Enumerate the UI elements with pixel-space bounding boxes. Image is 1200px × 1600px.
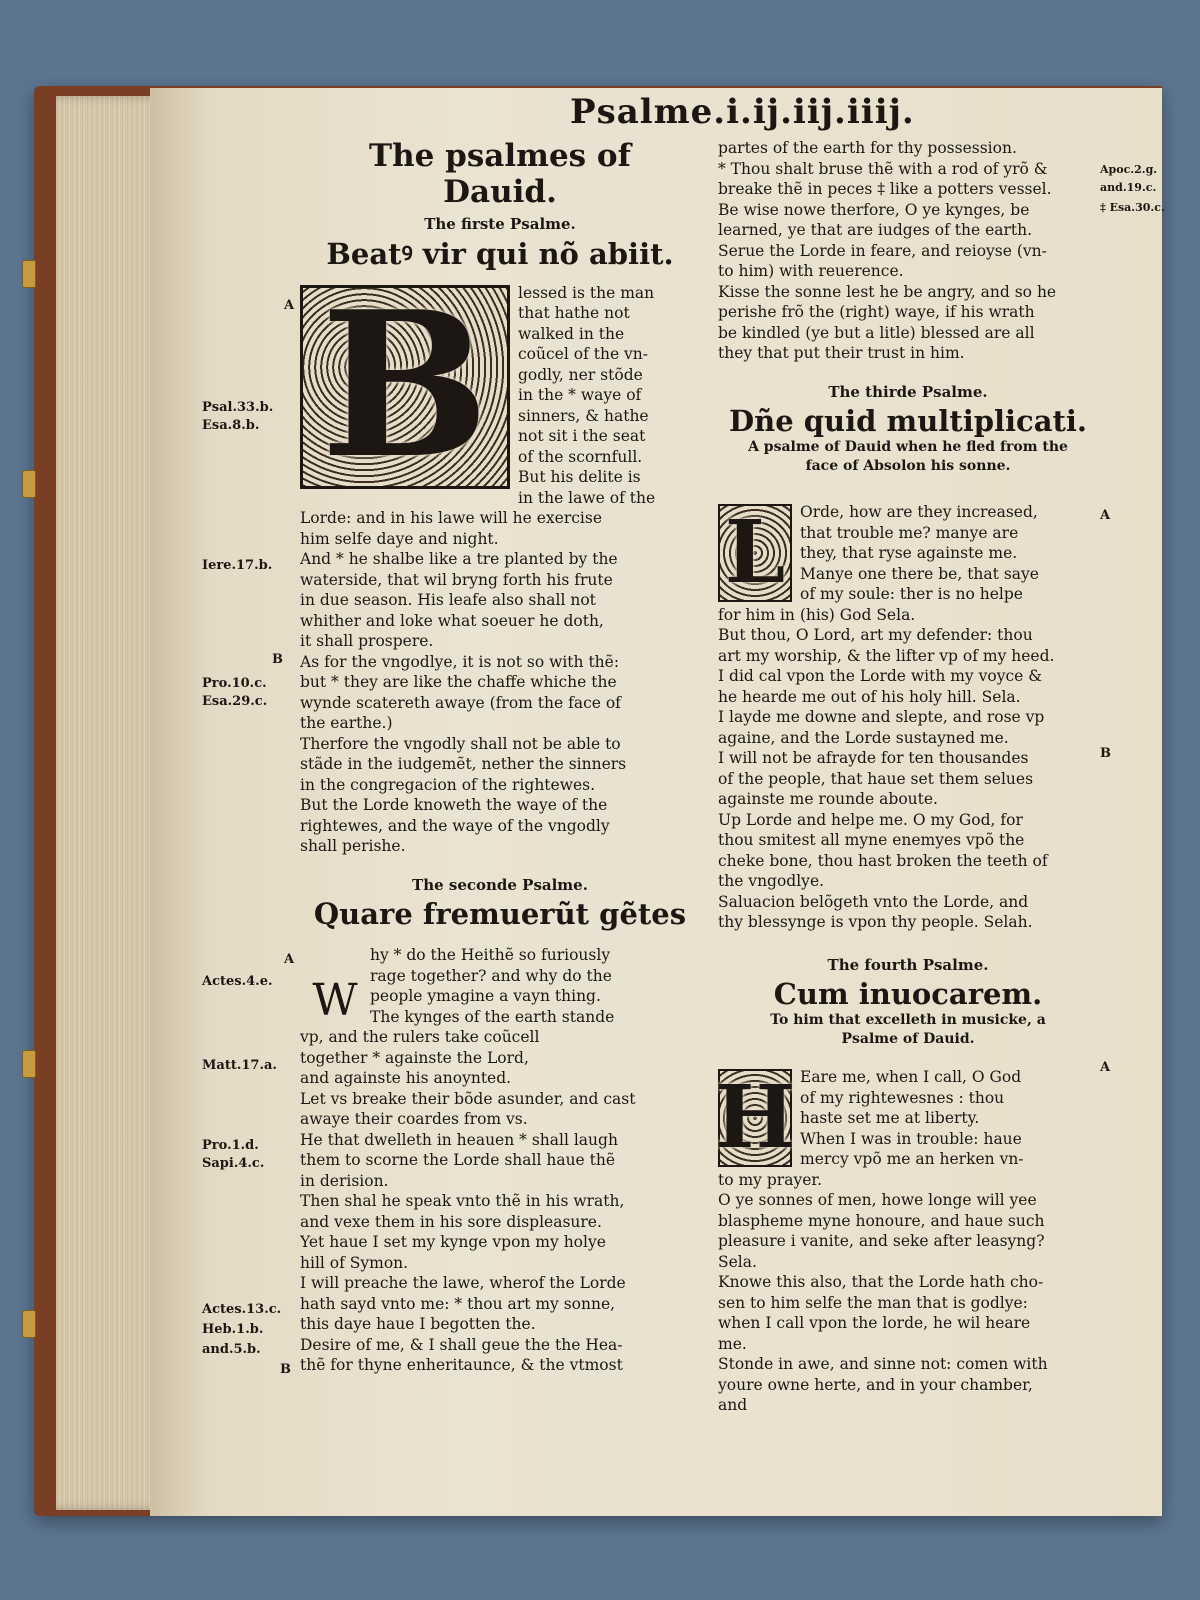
text-line: awaye their coardes from vs.	[300, 1110, 528, 1128]
text-line: godly, ner stõde	[518, 365, 643, 384]
text-line: The kynges of the earth stande	[370, 1007, 615, 1026]
initial-letter: W	[312, 975, 358, 1026]
text-line: partes of the earth for thy possession.	[718, 139, 1017, 157]
text-line: mercy vpõ me an herken vn-	[800, 1150, 1024, 1168]
text-line: againe, and the Lorde sustayned me.	[718, 728, 1009, 747]
margin-note: Actes.4.e.	[202, 974, 273, 989]
margin-note: Iere.17.b.	[202, 558, 273, 573]
psalm-incipit: Cum inuocarem.	[773, 977, 1043, 1011]
book-title: The psalmes of Dauid.	[369, 138, 631, 210]
text-line: I will not be afrayde for ten thousandes	[718, 749, 1029, 767]
psalm-incipit: Dñe quid multiplicati.	[729, 404, 1087, 438]
text-line: wynde scatereth awaye (from the face of	[300, 693, 621, 712]
text-line: they that put their trust in him.	[718, 344, 965, 362]
text-line: and againste his anoynted.	[300, 1069, 512, 1087]
margin-note: Pro.10.c.	[202, 676, 267, 691]
text-line: I did cal vpon the Lorde with my voyce &	[718, 667, 1043, 685]
text-line: he hearde me out of his holy hill. Sela.	[718, 687, 1021, 706]
text-line: in the lawe of the	[518, 488, 656, 507]
text-line: be kindled (ye but a litle) blessed are all	[718, 323, 1035, 342]
text-line: blaspheme myne honoure, and haue such	[718, 1211, 1045, 1230]
left-column	[300, 138, 700, 1376]
text-line: in the congregacion of the rightewes.	[300, 775, 596, 794]
right-column	[714, 138, 1098, 1416]
text-line: this daye haue I begotten the.	[300, 1315, 536, 1333]
section-marker: A	[284, 952, 295, 967]
text-line: Stonde in awe, and sinne not: comen with	[718, 1355, 1048, 1373]
text-line: sinners, & hathe	[518, 406, 649, 425]
text-line: waterside, that wil bryng forth his frute	[300, 570, 613, 589]
text-line: Let vs breake their bõde asunder, and cast	[300, 1089, 636, 1108]
psalm-incipit: Beatꝰ vir qui nõ abiit.	[326, 236, 674, 271]
text-line: hath sayd vnto me: * thou art my sonne,	[300, 1294, 616, 1313]
text-line: But the Lorde knoweth the waye of the	[300, 796, 608, 814]
margin-note: ‡ Esa.30.c.	[1100, 201, 1165, 214]
text-line: breake thẽ in peces ‡ like a potters vessel.	[718, 180, 1052, 198]
text-line: of my rightewesnes : thou	[800, 1088, 1005, 1107]
text-line: and vexe them in his sore displeasure.	[300, 1212, 602, 1231]
psalm-label: The thirde Psalme.	[828, 382, 988, 401]
margin-note: Esa.29.c.	[202, 694, 268, 709]
text-line: Therfore the vngodly shall not be able to	[300, 734, 621, 753]
text-line: cheke bone, thou hast broken the teeth of	[718, 851, 1048, 870]
text-line: When I was in trouble: haue	[800, 1129, 1022, 1148]
decorated-initial: B	[300, 285, 510, 489]
margin-note: Matt.17.a.	[202, 1058, 277, 1073]
margin-note: and.19.c.	[1100, 181, 1157, 194]
text-line: Eare me, when I call, O God	[800, 1068, 1022, 1086]
text-line: in the * waye of	[518, 386, 642, 404]
text-line: vp, and the rulers take coũcell	[300, 1028, 540, 1046]
text-line: Saluacion belõgeth vnto the Lorde, and	[718, 892, 1029, 911]
text-line: to him) with reuerence.	[718, 262, 904, 280]
text-line: they, that ryse againste me.	[800, 544, 1018, 562]
text-line: sen to him selfe the man that is godlye:	[718, 1293, 1028, 1312]
text-line: the earthe.)	[300, 714, 393, 732]
text-line: thou smitest all myne enemyes vpõ the	[718, 831, 1025, 849]
text-line: of the scornfull.	[518, 447, 643, 466]
text-line: thẽ for thyne enheritaunce, & the vtmost	[300, 1356, 623, 1374]
text-line: and	[718, 1396, 748, 1414]
text-line: of the people, that haue set them selues	[718, 769, 1034, 788]
psalm3-text	[718, 625, 1098, 933]
text-line: the vngodlye.	[718, 872, 825, 890]
text-line: againste me rounde aboute.	[718, 790, 938, 808]
text-line: Orde, how are they increased,	[800, 503, 1038, 521]
clasp	[22, 470, 36, 498]
text-line: youre owne herte, and in your chamber,	[718, 1375, 1033, 1394]
text-line: whither and loke what soeuer he doth,	[300, 611, 604, 630]
text-line: that hathe not	[518, 304, 630, 322]
text-line: it shall prospere.	[300, 632, 434, 650]
margin-note: Sapi.4.c.	[202, 1156, 265, 1171]
section-marker: A	[1100, 508, 1111, 523]
text-line: hill of Symon.	[300, 1253, 409, 1272]
psalm-subtitle: To him that excelleth in musicke, a Psalme of Dauid.	[770, 1012, 1046, 1047]
text-line: rightewes, and the waye of the vngodly	[300, 816, 610, 835]
text-line: lessed is the man	[518, 283, 655, 302]
section-marker: B	[1100, 746, 1111, 761]
text-line: Lorde: and in his lawe will he exercise	[300, 509, 603, 527]
text-line: Yet haue I set my kynge vpon my holye	[300, 1233, 606, 1251]
section-marker: B	[280, 1362, 291, 1377]
clasp	[22, 1050, 36, 1078]
text-line: O ye sonnes of men, howe longe will yee	[718, 1191, 1037, 1209]
margin-note: Pro.1.d.	[202, 1138, 259, 1153]
text-line: Up Lorde and helpe me. O my God, for	[718, 810, 1023, 829]
text-line: rage together? and why do the	[370, 966, 612, 985]
text-line: not sit i the seat	[518, 427, 646, 445]
text-line: And * he shalbe like a tre planted by the	[300, 550, 618, 568]
text-line: perishe frõ the (right) waye, if his wrath	[718, 303, 1035, 321]
text-line: in due season. His leafe also shall not	[300, 591, 596, 609]
psalm1-text	[300, 508, 700, 857]
text-line: Serue the Lorde in feare, and reioyse (vn-	[718, 241, 1047, 260]
clasp	[22, 1310, 36, 1338]
margin-note: and.5.b.	[202, 1342, 261, 1357]
section-marker: A	[284, 298, 295, 313]
psalm-subtitle: A psalme of Dauid when he fled from the face of Absolon his sonne.	[748, 439, 1068, 474]
psalm4-text	[718, 1170, 1098, 1416]
margin-note: Apoc.2.g.	[1100, 163, 1158, 176]
text-line: Kisse the sonne lest he be angry, and so he	[718, 282, 1057, 301]
text-line: people ymagine a vayn thing.	[370, 987, 601, 1005]
text-line: for him in (his) God Sela.	[718, 605, 916, 624]
psalm-label: The firste Psalme.	[424, 215, 576, 233]
text-line: stãde in the iudgemẽt, nether the sinners	[300, 755, 627, 773]
text-line: but * they are like the chaffe whiche the	[300, 673, 617, 691]
psalm-label: The fourth Psalme.	[827, 955, 989, 974]
text-line: me.	[718, 1334, 747, 1353]
text-line: shall perishe.	[300, 837, 406, 855]
margin-note: Actes.13.c.	[202, 1302, 282, 1317]
psalm-incipit: Quare fremuerũt gẽtes	[313, 897, 687, 931]
text-line: But his delite is	[518, 468, 641, 486]
text-line: of my soule: ther is no helpe	[800, 585, 1023, 603]
decorated-initial: L	[718, 504, 792, 602]
text-line: coũcel of the vn-	[518, 345, 649, 363]
section-marker: A	[1100, 1060, 1111, 1075]
margin-note: Psal.33.b.	[202, 400, 274, 415]
text-line: art my worship, & the lifter vp of my heed.	[718, 646, 1055, 665]
text-line: Sela.	[718, 1252, 757, 1271]
section-marker: B	[272, 652, 283, 667]
margin-note: Heb.1.b.	[202, 1322, 264, 1337]
text-line: Be wise nowe therfore, O ye kynges, be	[718, 200, 1030, 219]
psalm2-continued-text	[718, 138, 1098, 364]
text-line: I will preache the lawe, wherof the Lorde	[300, 1274, 626, 1292]
text-line: that trouble me? manye are	[800, 523, 1019, 542]
text-line: to my prayer.	[718, 1170, 823, 1189]
text-line: together * againste the Lord,	[300, 1048, 529, 1067]
clasp	[22, 260, 36, 288]
text-line: Then shal he speak vnto thẽ in his wrath,	[300, 1192, 625, 1210]
text-line: pleasure i vanite, and seke after leasyng?	[718, 1232, 1045, 1250]
text-line: As for the vngodlye, it is not so with thẽ:	[300, 652, 620, 671]
text-line: when I call vpon the lorde, he wil heare	[718, 1314, 1031, 1332]
text-line: I layde me downe and slepte, and rose vp	[718, 708, 1045, 726]
text-line: thy blessynge is vpon thy people. Selah.	[718, 913, 1033, 931]
text-line: learned, ye that are iudges of the earth.	[718, 221, 1033, 239]
text-line: Desire of me, & I shall geue the the Hea-	[300, 1335, 623, 1354]
text-line: Manye one there be, that saye	[800, 564, 1039, 583]
margin-note: Esa.8.b.	[202, 418, 260, 433]
text-line: But thou, O Lord, art my defender: thou	[718, 626, 1033, 644]
text-line: haste set me at liberty.	[800, 1109, 980, 1127]
text-line: them to scorne the Lorde shall haue thẽ	[300, 1151, 616, 1169]
text-line: in derision.	[300, 1171, 389, 1190]
page-edges	[56, 96, 164, 1510]
text-line: walked in the	[518, 324, 625, 343]
psalm-label: The seconde Psalme.	[412, 875, 588, 894]
text-line: * Thou shalt bruse thẽ with a rod of yrõ &	[718, 159, 1048, 178]
text-line: He that dwelleth in heauen * shall laugh	[300, 1130, 618, 1149]
text-line: him selfe daye and night.	[300, 529, 499, 548]
text-line: hy * do the Heithẽ so furiously	[370, 946, 611, 964]
text-line: Knowe this also, that the Lorde hath cho-	[718, 1273, 1044, 1291]
running-head: Psalme.i.ij.iij.iiij.	[570, 92, 915, 132]
decorated-initial: H	[714, 1066, 796, 1168]
psalm2-text	[300, 1068, 700, 1376]
